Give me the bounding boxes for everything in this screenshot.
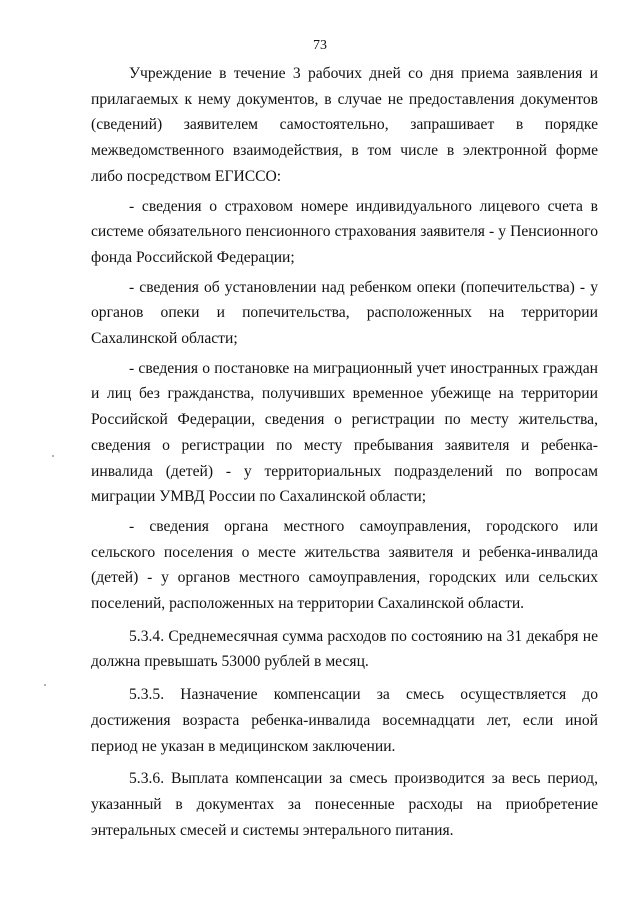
paragraph-5-3-4: 5.3.4. Среднемесячная сумма расходов по состоянию на 31 декабря не должна превышать 53000 рублей в месяц. [91,627,598,671]
paragraph-request-intro: Учреждение в течение 3 рабочих дней со дня приема заявления и прилагаемых к нему документов, в случае не предоставления документов (сведений) заявителем самостоятельно, запрашивает в порядке межведомственного взаимодействия, в том числе в электронной форме либо посредством ЕГИССО: [91,65,598,185]
document-body [91,61,598,843]
paragraph-5-3-6: 5.3.6. Выплата компенсации за смесь производится за весь период, указанный в документах за понесенные расходы на приобретение энтеральных смесей и системы энтерального питания. [91,770,598,839]
paragraph-item-pension-fund: - сведения о страховом номере индивидуального лицевого счета в системе обязательного пенсионного страхования заявителя - у Пенсионного фонда Российской Федерации; [91,197,598,266]
paragraph-5-3-5: 5.3.5. Назначение компенсации за смесь осуществляется до достижения возраста ребенка-инвалида восемнадцати лет, если иной период не указан в медицинском заключении. [91,686,598,755]
paragraph-item-local-government: - сведения органа местного самоуправления, городского или сельского поселения о месте жительства заявителя и ребенка-инвалида (детей) - у органов местного самоуправления, городских или сельских поселений, расположенных на территории Сахалинской области. [91,517,598,613]
paragraph-item-guardianship: - сведения об установлении над ребенком опеки (попечительства) - у органов опеки и попечительства, расположенных на территории Сахалинской области; [91,278,598,348]
scan-speck [52,455,54,457]
scan-speck [44,684,46,686]
paragraph-item-migration: - сведения о постановке на миграционный учет иностранных граждан и лиц без гражданства, получивших временное убежище на территории Российской Федерации, сведения о регистрации по месту жительства, сведения о регистрации по месту пребывания заявителя и ребенка-инвалида (детей) - у территориальных подразделений по вопросам миграции УМВД России по Сахалинской области; [91,359,598,506]
page-number: 73 [313,38,327,53]
